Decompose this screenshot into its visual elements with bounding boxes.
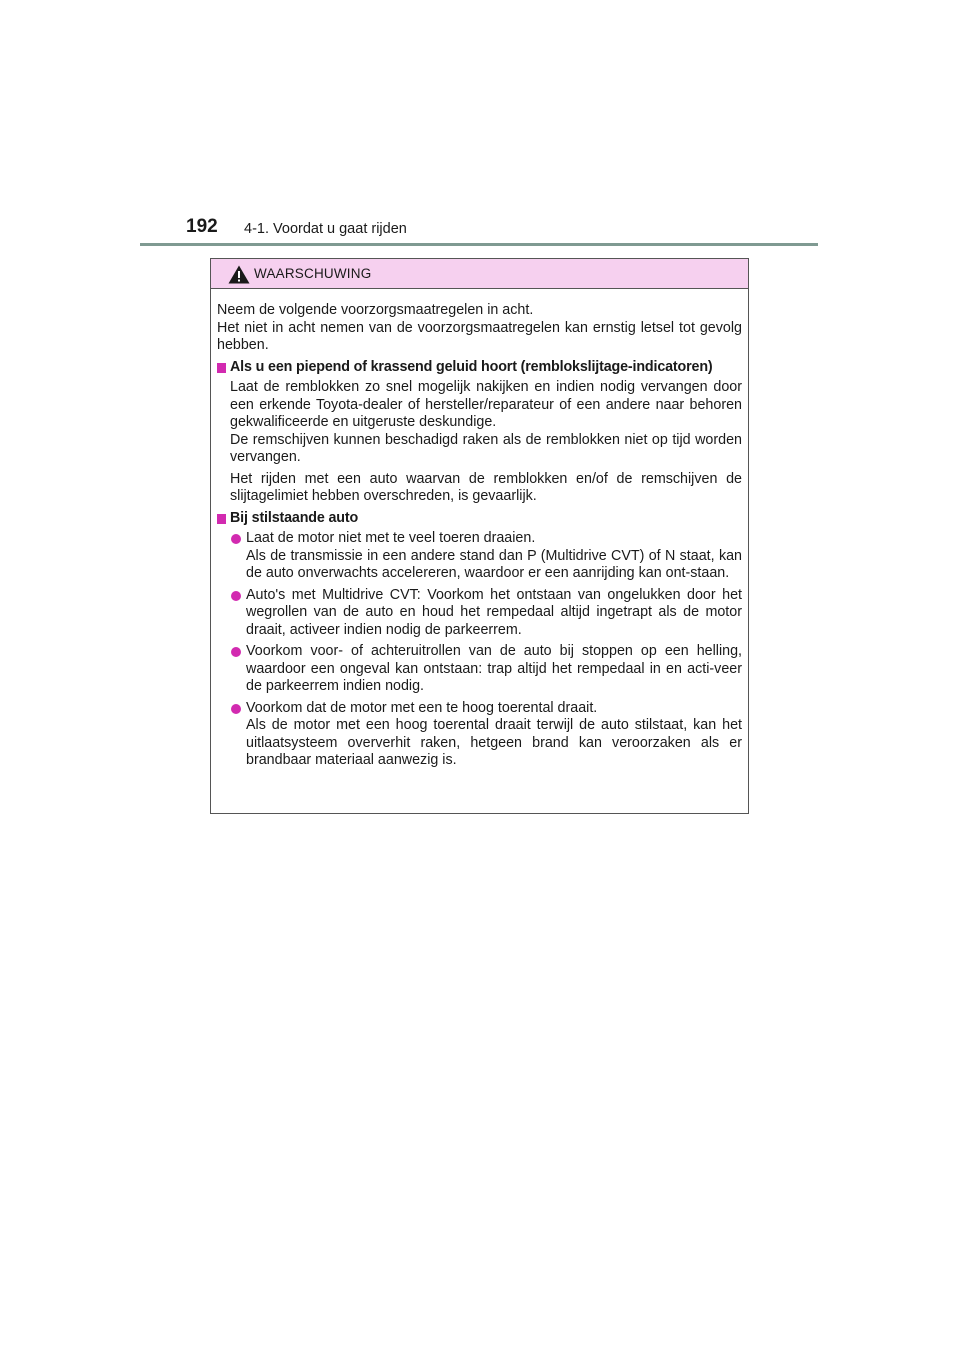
section-heading-stationary — [217, 510, 742, 528]
paragraph: De remschijven kunnen beschadigd raken als de remblokken niet op tijd worden vervangen. — [230, 431, 742, 465]
bullet-line: Laat de motor niet met te veel toeren draaien. — [246, 530, 536, 546]
paragraph: Laat de remblokken zo snel mogelijk nakijken en indien nodig vervangen door een erkende Toyota-dealer of hersteller/reparateur of een andere naar behoren gekwalificeerde en uitgeruste deskundige. — [230, 379, 742, 430]
warning-intro — [217, 302, 742, 355]
circle-bullet-icon — [231, 704, 241, 714]
paragraph: Het rijden met een auto waarvan de remblokken en/of de remschijven de slijtagelimiet hebben overschreden, is gevaarlijk. — [230, 470, 742, 504]
bullet-line: Als de transmissie in een andere stand dan P (Multidrive CVT) of N staat, kan de auto onverwachts accelereren, waardoor er een aanrijding kan ont-staan. — [246, 547, 742, 581]
warning-header — [211, 259, 748, 289]
section-heading-text: Als u een piepend of krassend geluid hoort (remblokslijtage-indicatoren) — [230, 358, 713, 375]
bullet-line: Voorkom dat de motor met een te hoog toerental draait. — [246, 699, 598, 716]
bullet-line: Als de motor met een hoog toerental draait terwijl de auto stilstaat, kan het uitlaatsysteem oververhit raken, hetgeen brand kan veroorzaken als er brandbaar materiaal aanwezig is. — [246, 717, 742, 768]
list-item — [230, 530, 742, 583]
list-item — [230, 700, 742, 770]
section-heading-brake-pads — [217, 359, 742, 377]
bullet-line: Voorkom voor- of achteruitrollen van de auto bij stoppen op een helling, waardoor een ongeval kan ontstaan: trap altijd het rempedaal in en acti-veer de parkeerrem indien nodig. — [246, 643, 742, 694]
bullet-list — [217, 530, 742, 770]
section-body-brake-pads — [217, 379, 742, 506]
intro-line: Neem de volgende voorzorgsmaatregelen in acht. — [217, 302, 534, 318]
section-title: 4-1. Voordat u gaat rijden — [244, 221, 407, 237]
square-bullet-icon — [217, 514, 226, 524]
page-number: 192 — [186, 216, 218, 237]
warning-body — [211, 289, 748, 770]
warning-label: WAARSCHUWING — [254, 266, 372, 281]
warning-triangle-icon — [228, 265, 250, 284]
header-divider — [140, 243, 818, 246]
list-item — [230, 587, 742, 640]
circle-bullet-icon — [231, 534, 241, 544]
section-heading-text: Bij stilstaande auto — [230, 509, 359, 526]
circle-bullet-icon — [231, 647, 241, 657]
list-item — [230, 643, 742, 696]
circle-bullet-icon — [231, 591, 241, 601]
warning-box — [210, 258, 749, 814]
bullet-line: Auto's met Multidrive CVT: Voorkom het ontstaan van ongelukken door het wegrollen van de auto en houd het rempedaal altijd ingetrapt als de motor draait, activeer indien nodig de parkeerrem. — [246, 586, 742, 638]
square-bullet-icon — [217, 363, 226, 373]
intro-line: Het niet in acht nemen van de voorzorgsmaatregelen kan ernstig letsel tot gevolg hebben. — [217, 319, 742, 353]
